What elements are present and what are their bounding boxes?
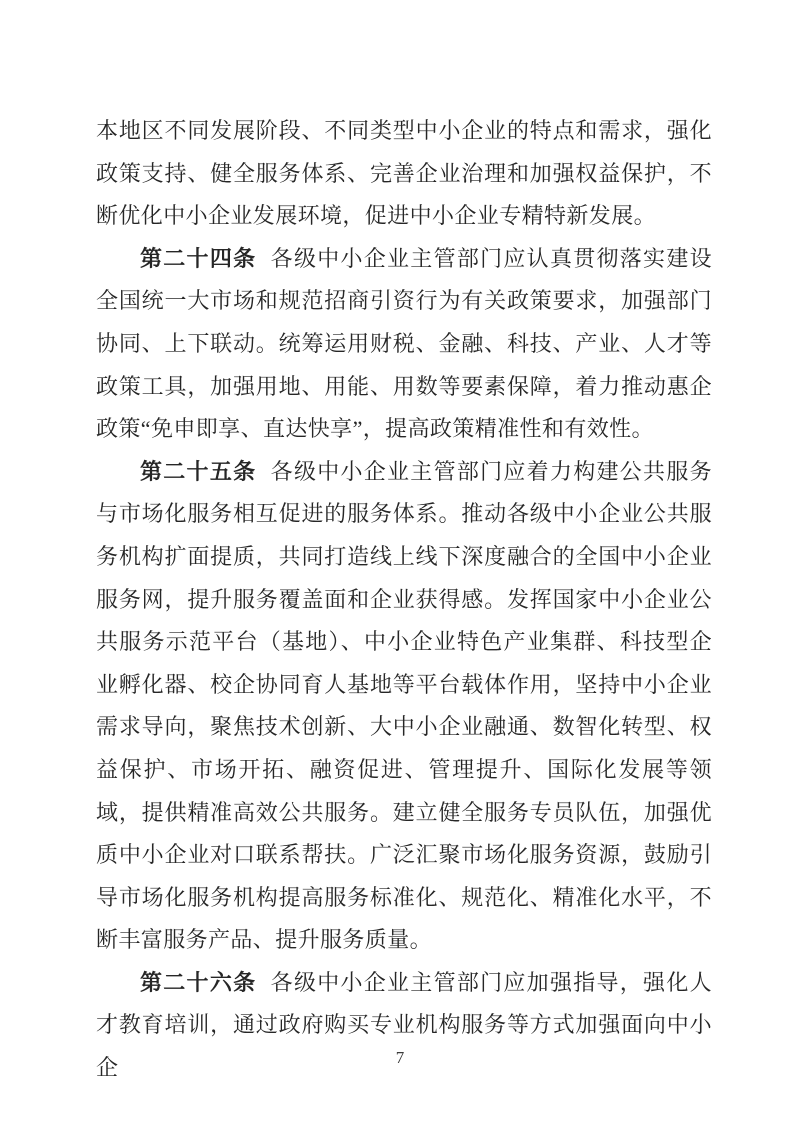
paragraph-article-26 bbox=[96, 962, 712, 1090]
paragraph-continuation bbox=[96, 110, 712, 238]
document-body bbox=[96, 110, 712, 1090]
paragraph-text: 本地区不同发展阶段、不同类型中小企业的特点和需求，强化政策支持、健全服务体系、完善企业治理和加强权益保护，不断优化中小企业发展环境，促进中小企业专精特新发展。 bbox=[96, 118, 712, 229]
article-text: 各级中小企业主管部门应认真贯彻落实建设全国统一大市场和规范招商引资行为有关政策要求，加强部门协同、上下联动。统筹运用财税、金融、科技、产业、人才等政策工具，加强用地、用能、用数等要素保障，着力推动惠企政策“免申即享、直达快享”，提高政策精准性和有效性。 bbox=[96, 245, 712, 442]
article-text: 各级中小企业主管部门应加强指导，强化人才教育培训，通过政府购买专业机构服务等方式加强面向中小企 bbox=[96, 969, 712, 1081]
page-number: 7 bbox=[395, 1048, 405, 1067]
article-number: 第二十六条 bbox=[140, 969, 257, 995]
paragraph-article-25 bbox=[96, 451, 712, 962]
article-number: 第二十四条 bbox=[140, 245, 257, 271]
article-number: 第二十五条 bbox=[140, 458, 257, 484]
article-text: 各级中小企业主管部门应着力构建公共服务与市场化服务相互促进的服务体系。推动各级中小企业公共服务机构扩面提质，共同打造线上线下深度融合的全国中小企业服务网，提升服务覆盖面和企业获得感。发挥国家中小企业公共服务示范平台（基地）、中小企业特色产业集群、科技型企业孵化器、校企协同育人基地等平台载体作用，坚持中小企业需求导向，聚焦技术创新、大中小企业融通、数智化转型、权益保护、市场开拓、融资促进、管理提升、国际化发展等领域，提供精准高效公共服务。建立健全服务专员队伍，加强优质中小企业对口联系帮扶。广泛汇聚市场化服务资源，鼓励引导市场化服务机构提高服务标准化、规范化、精准化水平，不断丰富服务产品、提升服务质量。 bbox=[96, 458, 712, 953]
paragraph-article-24 bbox=[96, 238, 712, 451]
